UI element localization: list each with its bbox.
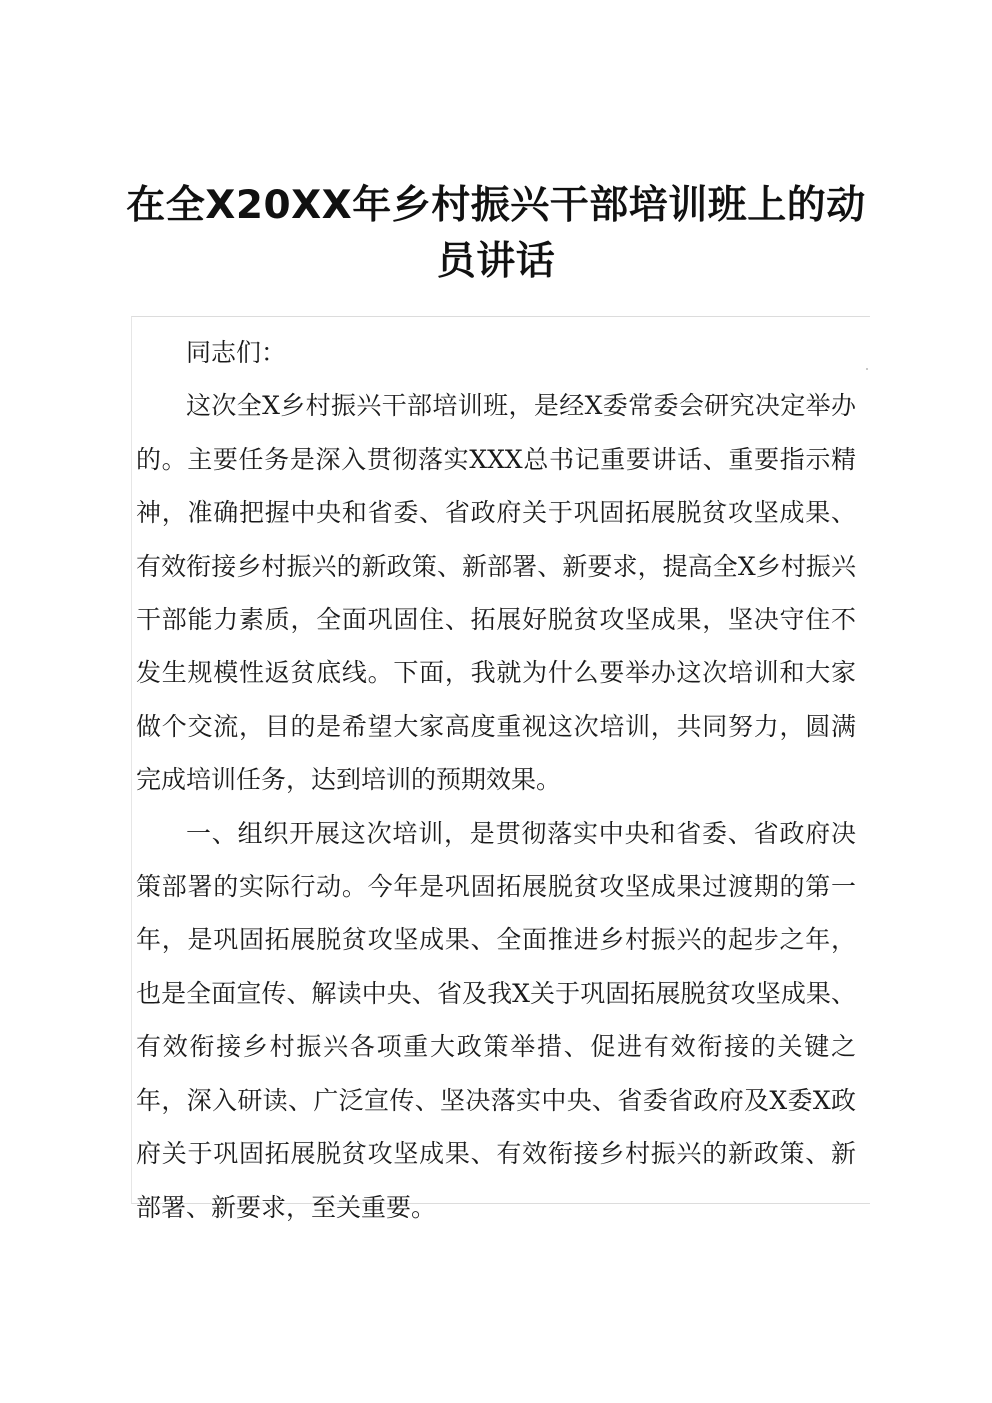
document-body (136, 326, 856, 1234)
salutation: 同志们： (186, 338, 287, 367)
document-title: 在全X20XX年乡村振兴干部培训班上的动员讲话 (126, 183, 866, 285)
frame-tick-mark (866, 368, 868, 370)
paragraph-section-one: 一、组织开展这次培训，是贯彻落实中央和省委、省政府决策部署的实际行动。今年是巩固拓展脱贫攻坚成果过渡期的第一年，是巩固拓展脱贫攻坚成果、全面推进乡村振兴的起步之年，也是全面宣传、解读中央、省及我X关于巩固拓展脱贫攻坚成果、有效衔接乡村振兴各项重大政策举措、促进有效衔接的关键之年，深入研读、广泛宣传、坚决落实中央、省委省政府及X委X政府关于巩固拓展脱贫攻坚成果、有效衔接乡村振兴的新政策、新部署、新要求，至关重要。 (136, 818, 856, 1222)
paragraph-intro: 这次全X乡村振兴干部培训班，是经X委常委会研究决定举办的。主要任务是深入贯彻落实XXX总书记重要讲话、重要指示精神，准确把握中央和省委、省政府关于巩固拓展脱贫攻坚成果、有效衔接乡村振兴的新政策、新部署、新要求，提高全X乡村振兴干部能力素质，全面巩固住、拓展好脱贫攻坚成果，坚决守住不发生规模性返贫底线。下面，我就为什么要举办这次培训和大家做个交流，目的是希望大家高度重视这次培训，共同努力，圆满完成培训任务，达到培训的预期效果。 (136, 391, 856, 795)
